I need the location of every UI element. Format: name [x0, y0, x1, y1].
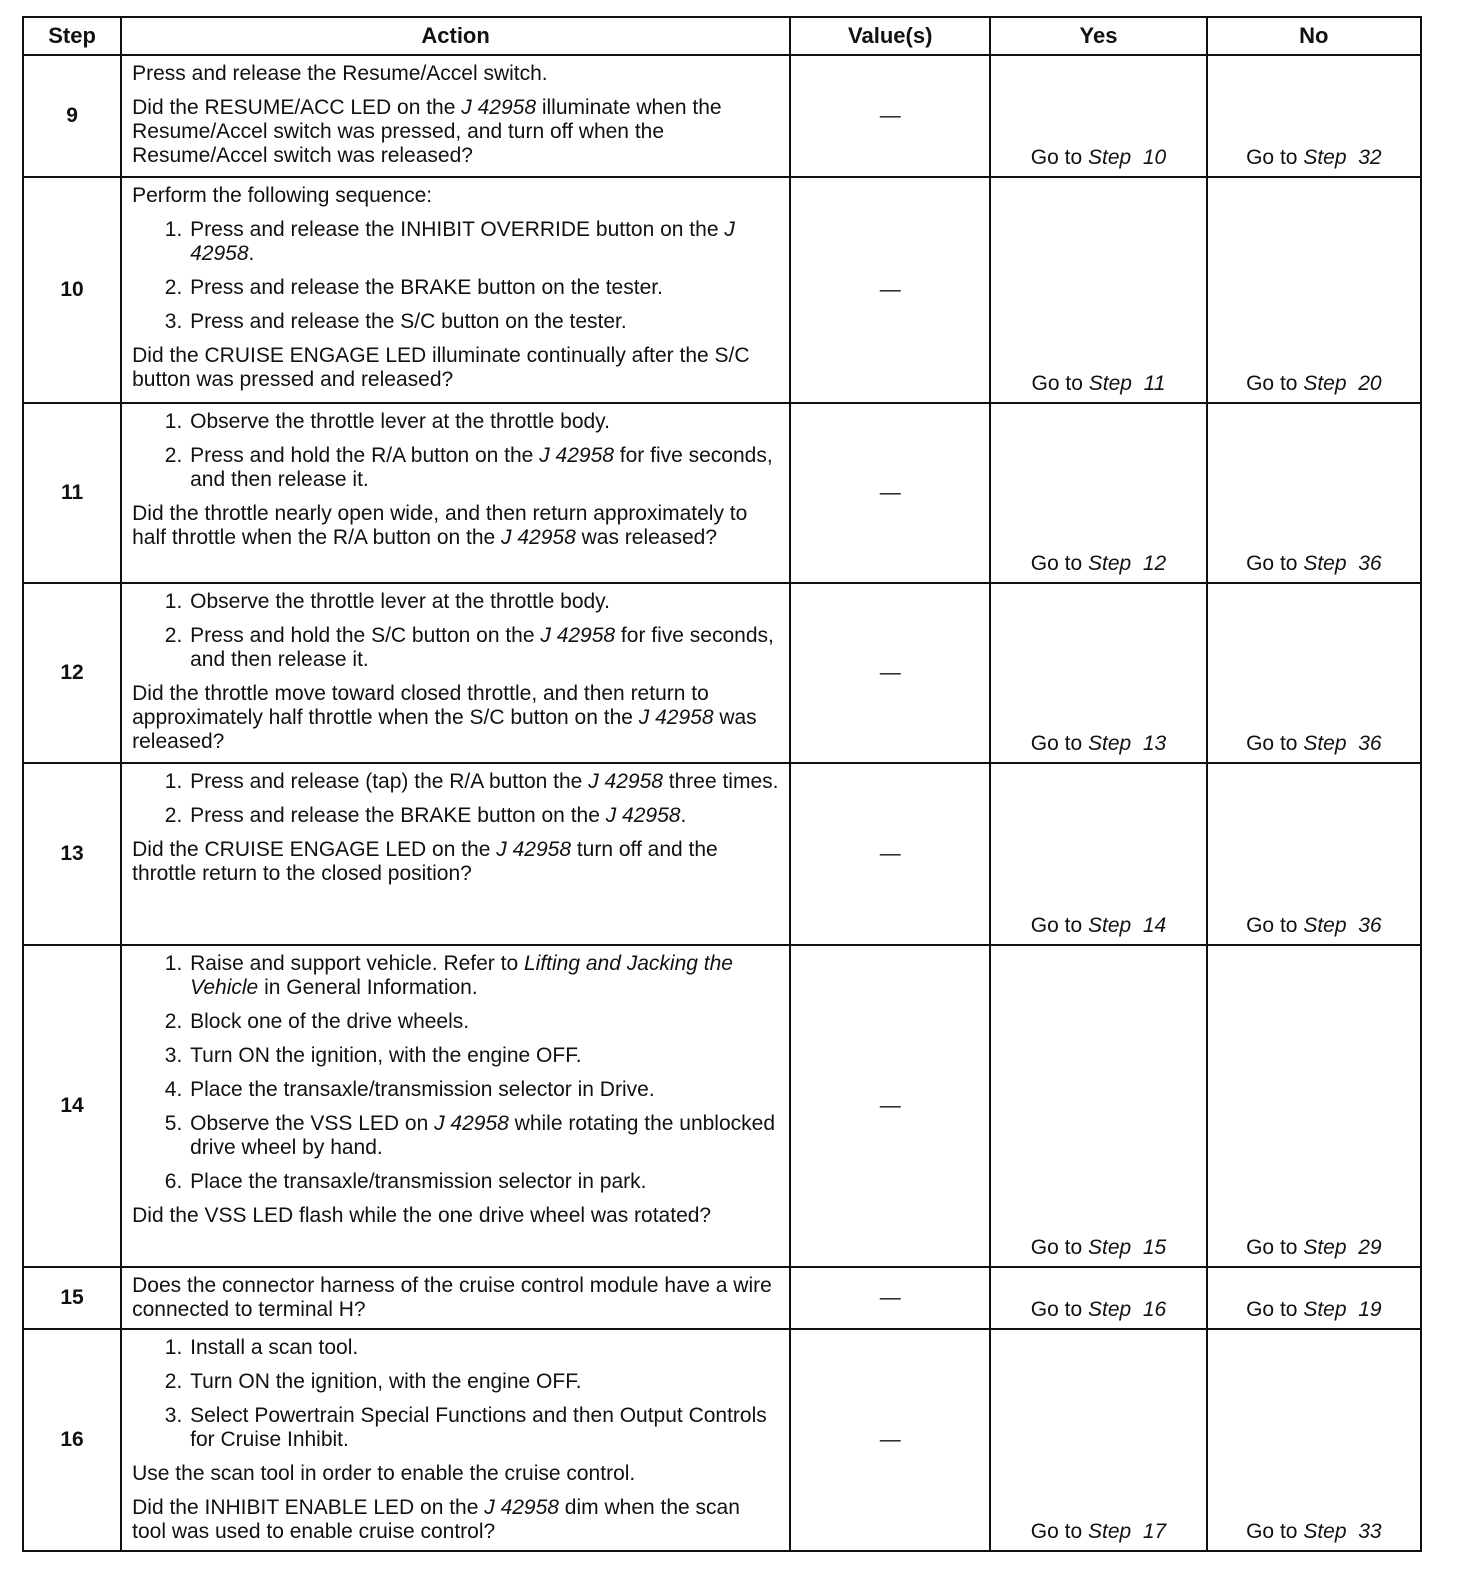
action-cell — [121, 583, 790, 763]
no-target: 33 — [1358, 1520, 1382, 1543]
no-cell: Go to Step 29 — [1207, 945, 1421, 1267]
list-item: 4. Place the transaxle/transmission selector in Drive. — [188, 1078, 779, 1102]
list-item: 1. Press and release the INHIBIT OVERRIDE button on the J 42958. — [188, 218, 779, 266]
table-row — [23, 763, 1421, 945]
action-question: Did the RESUME/ACC LED on the J 42958 illuminate when the Resume/Accel switch was pressed, and turn off when the Resume/Accel switch was released? — [132, 96, 722, 167]
action-steps — [132, 410, 779, 492]
action-cell — [121, 1267, 790, 1329]
action-question: Did the CRUISE ENGAGE LED on the J 42958 turn off and the throttle return to the closed position? — [132, 838, 718, 885]
list-item: 2. Press and hold the S/C button on the J 42958 for five seconds, and then release it. — [188, 624, 779, 672]
action-steps — [132, 770, 779, 828]
value-cell — [790, 945, 990, 1267]
table-row — [23, 583, 1421, 763]
yes-cell: Go to Step 14 — [990, 763, 1206, 945]
no-cell: Go to Step 36 — [1207, 403, 1421, 583]
value-dash: — — [879, 842, 901, 865]
list-item: 2. Press and hold the R/A button on the J 42958 for five seconds, and then release it. — [188, 444, 779, 492]
step-number: 12 — [23, 583, 121, 763]
action-steps — [132, 590, 779, 672]
yes-cell: Go to Step 11 — [990, 177, 1206, 403]
action-steps — [132, 952, 779, 1194]
no-cell: Go to Step 19 — [1207, 1267, 1421, 1329]
table-row — [23, 177, 1421, 403]
step-number: 16 — [23, 1329, 121, 1551]
action-text: Use the scan tool in order to enable the cruise control. — [132, 1462, 636, 1485]
value-dash: — — [879, 1286, 901, 1309]
value-dash: — — [879, 1428, 901, 1451]
header-yes: Yes — [990, 17, 1206, 55]
list-item: 3. Turn ON the ignition, with the engine OFF. — [188, 1044, 779, 1068]
no-target: 36 — [1358, 552, 1382, 575]
action-question: Did the CRUISE ENGAGE LED illuminate continually after the S/C button was pressed and released? — [132, 344, 750, 391]
yes-target: 11 — [1143, 372, 1166, 395]
list-item: 2. Turn ON the ignition, with the engine OFF. — [188, 1370, 779, 1394]
yes-target: 13 — [1142, 732, 1167, 755]
action-cell — [121, 945, 790, 1267]
value-dash: — — [879, 481, 901, 504]
action-question: Does the connector harness of the cruise control module have a wire connected to terminal H? — [132, 1274, 772, 1321]
yes-target: 15 — [1142, 1236, 1167, 1259]
no-cell: Go to Step 32 — [1207, 55, 1421, 177]
value-cell — [790, 1267, 990, 1329]
list-item: 3. Press and release the S/C button on the tester. — [188, 310, 779, 334]
list-item: 1. Install a scan tool. — [188, 1336, 779, 1360]
value-cell — [790, 1329, 990, 1551]
step-number: 14 — [23, 945, 121, 1267]
list-item: 3. Select Powertrain Special Functions and then Output Controls for Cruise Inhibit. — [188, 1404, 779, 1452]
value-cell — [790, 583, 990, 763]
header-step: Step — [23, 17, 121, 55]
header-no: No — [1207, 17, 1421, 55]
yes-target: 16 — [1142, 1298, 1167, 1321]
table-row — [23, 945, 1421, 1267]
no-target: 20 — [1358, 372, 1382, 395]
no-target: 29 — [1358, 1236, 1382, 1259]
action-cell — [121, 1329, 790, 1551]
action-cell — [121, 177, 790, 403]
yes-target: 14 — [1142, 914, 1167, 937]
no-cell: Go to Step 20 — [1207, 177, 1421, 403]
yes-cell: Go to Step 17 — [990, 1329, 1206, 1551]
list-item: 1. Raise and support vehicle. Refer to Lifting and Jacking the Vehicle in General Information. — [188, 952, 779, 1000]
action-text: Press and release the Resume/Accel switch. — [132, 62, 548, 85]
list-item: 1. Observe the throttle lever at the throttle body. — [188, 590, 779, 614]
header-action: Action — [121, 17, 790, 55]
action-question: Did the INHIBIT ENABLE LED on the J 42958 dim when the scan tool was used to enable cruise control? — [132, 1496, 740, 1543]
no-target: 36 — [1358, 914, 1382, 937]
step-number: 11 — [23, 403, 121, 583]
step-number: 10 — [23, 177, 121, 403]
header-values: Value(s) — [790, 17, 990, 55]
yes-cell: Go to Step 13 — [990, 583, 1206, 763]
value-dash: — — [879, 104, 901, 127]
action-question: Did the VSS LED flash while the one drive wheel was rotated? — [132, 1204, 712, 1227]
action-question: Did the throttle nearly open wide, and then return approximately to half throttle when the R/A button on the J 42958 was released? — [132, 502, 748, 549]
no-target: 32 — [1358, 146, 1382, 169]
table-row — [23, 403, 1421, 583]
table-row — [23, 1329, 1421, 1551]
value-cell — [790, 55, 990, 177]
table-row — [23, 55, 1421, 177]
action-steps — [132, 218, 779, 334]
value-cell — [790, 177, 990, 403]
list-item: 2. Block one of the drive wheels. — [188, 1010, 779, 1034]
step-number: 9 — [23, 55, 121, 177]
action-intro: Perform the following sequence: — [132, 184, 433, 207]
yes-target: 10 — [1142, 146, 1167, 169]
list-item: 2. Press and release the BRAKE button on the J 42958. — [188, 804, 779, 828]
yes-target: 17 — [1142, 1520, 1167, 1543]
value-cell — [790, 403, 990, 583]
action-cell — [121, 763, 790, 945]
action-cell — [121, 55, 790, 177]
value-cell — [790, 763, 990, 945]
action-steps — [132, 1336, 779, 1452]
no-target: 19 — [1358, 1298, 1382, 1321]
yes-cell: Go to Step 12 — [990, 403, 1206, 583]
action-question: Did the throttle move toward closed throttle, and then return to approximately half throttle when the S/C button on the J 42958 was released? — [132, 682, 757, 753]
action-cell — [121, 403, 790, 583]
no-target: 36 — [1358, 732, 1382, 755]
no-cell: Go to Step 33 — [1207, 1329, 1421, 1551]
diagnostic-table — [22, 16, 1422, 1552]
value-dash: — — [879, 661, 901, 684]
list-item: 5. Observe the VSS LED on J 42958 while rotating the unblocked drive wheel by hand. — [188, 1112, 779, 1160]
header-row — [23, 17, 1421, 55]
list-item: 1. Observe the throttle lever at the throttle body. — [188, 410, 779, 434]
yes-cell: Go to Step 10 — [990, 55, 1206, 177]
yes-target: 12 — [1142, 552, 1167, 575]
list-item: 6. Place the transaxle/transmission selector in park. — [188, 1170, 779, 1194]
table-row — [23, 1267, 1421, 1329]
value-dash: — — [879, 278, 901, 301]
yes-cell: Go to Step 15 — [990, 945, 1206, 1267]
step-number: 13 — [23, 763, 121, 945]
list-item: 2. Press and release the BRAKE button on the tester. — [188, 276, 779, 300]
step-number: 15 — [23, 1267, 121, 1329]
list-item: 1. Press and release (tap) the R/A button the J 42958 three times. — [188, 770, 779, 794]
yes-cell: Go to Step 16 — [990, 1267, 1206, 1329]
no-cell: Go to Step 36 — [1207, 583, 1421, 763]
no-cell: Go to Step 36 — [1207, 763, 1421, 945]
value-dash: — — [879, 1094, 901, 1117]
